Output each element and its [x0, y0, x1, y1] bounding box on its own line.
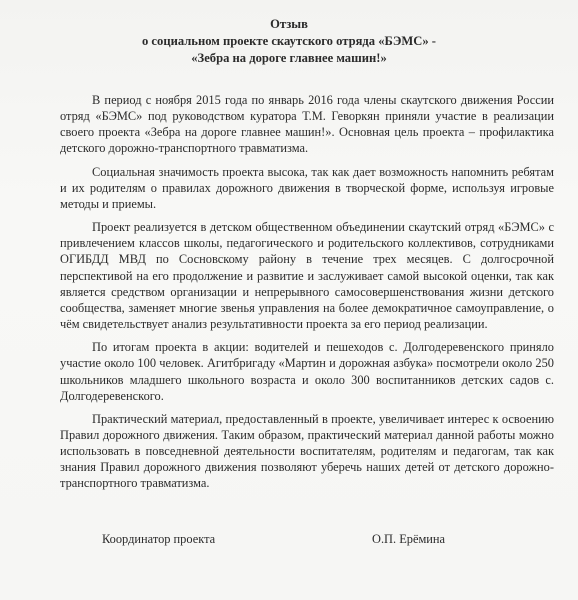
paragraph-4: По итогам проекта в акции: водителей и пешеходов с. Долгодеревенского приняло участие около 100 человек. Агитбригаду «Мартин и дорожная азбука» посмотрели около 250 школьников младшего школьного возраста и около 300 воспитанников детских садов с. Долгодеревенского. [60, 340, 554, 403]
signature-name: О.П. Ерёмина [372, 532, 446, 546]
document-title [0, 16, 578, 67]
signature-role: Координатор проекта [102, 532, 216, 546]
title-line-3: «Зебра на дороге главнее машин!» [191, 51, 387, 65]
title-line-2: о социальном проекте скаутского отряда «БЭМС» - [141, 34, 436, 48]
paragraph-5: Практический материал, предоставленный в проекте, увеличивает интерес к освоению Правил дорожного движения. Таким образом, практический материал данной работы можно использовать в повседневной деятельности воспитателям, родителям и педагогам, так как знания Правил дорожного движения позволяют уберечь наших детей от детского дорожно-транспортного травматизма. [60, 411, 554, 491]
paragraph-1: В период с ноября 2015 года по январь 2016 года члены скаутского движения России отряд «БЭМС» под руководством куратора Т.М. Геворкян приняли участие в реализации своего проекта «Зебра на дороге главнее машин!». Основная цель проекта – профилактика детского дорожно-транспортного травматизма. [60, 93, 554, 156]
paragraph-2: Социальная значимость проекта высока, так как дает возможность напомнить ребятам и их родителям о правилах дорожного движения в творческой форме, используя игровые методы и приемы. [60, 164, 554, 211]
document-body [60, 92, 554, 499]
paragraph-3: Проект реализуется в детском общественном объединении скаутский отряд «БЭМС» с привлечением классов школы, педагогического и родительского коллективов, сотрудниками ОГИБДД МВД по Сосновскому району в течение трех месяцев. С долгосрочной перспективой на его продолжение и развитие и заслуживает самой высокой оценки, так как является средством организации и непрерывного самосовершенствования жизни детского сообщества, заменяет многие звенья управления на более демократичное самоуправление, о чём свидетельствует анализ результативности проекта за его период реализации. [60, 220, 554, 332]
title-line-1: Отзыв [270, 17, 308, 31]
